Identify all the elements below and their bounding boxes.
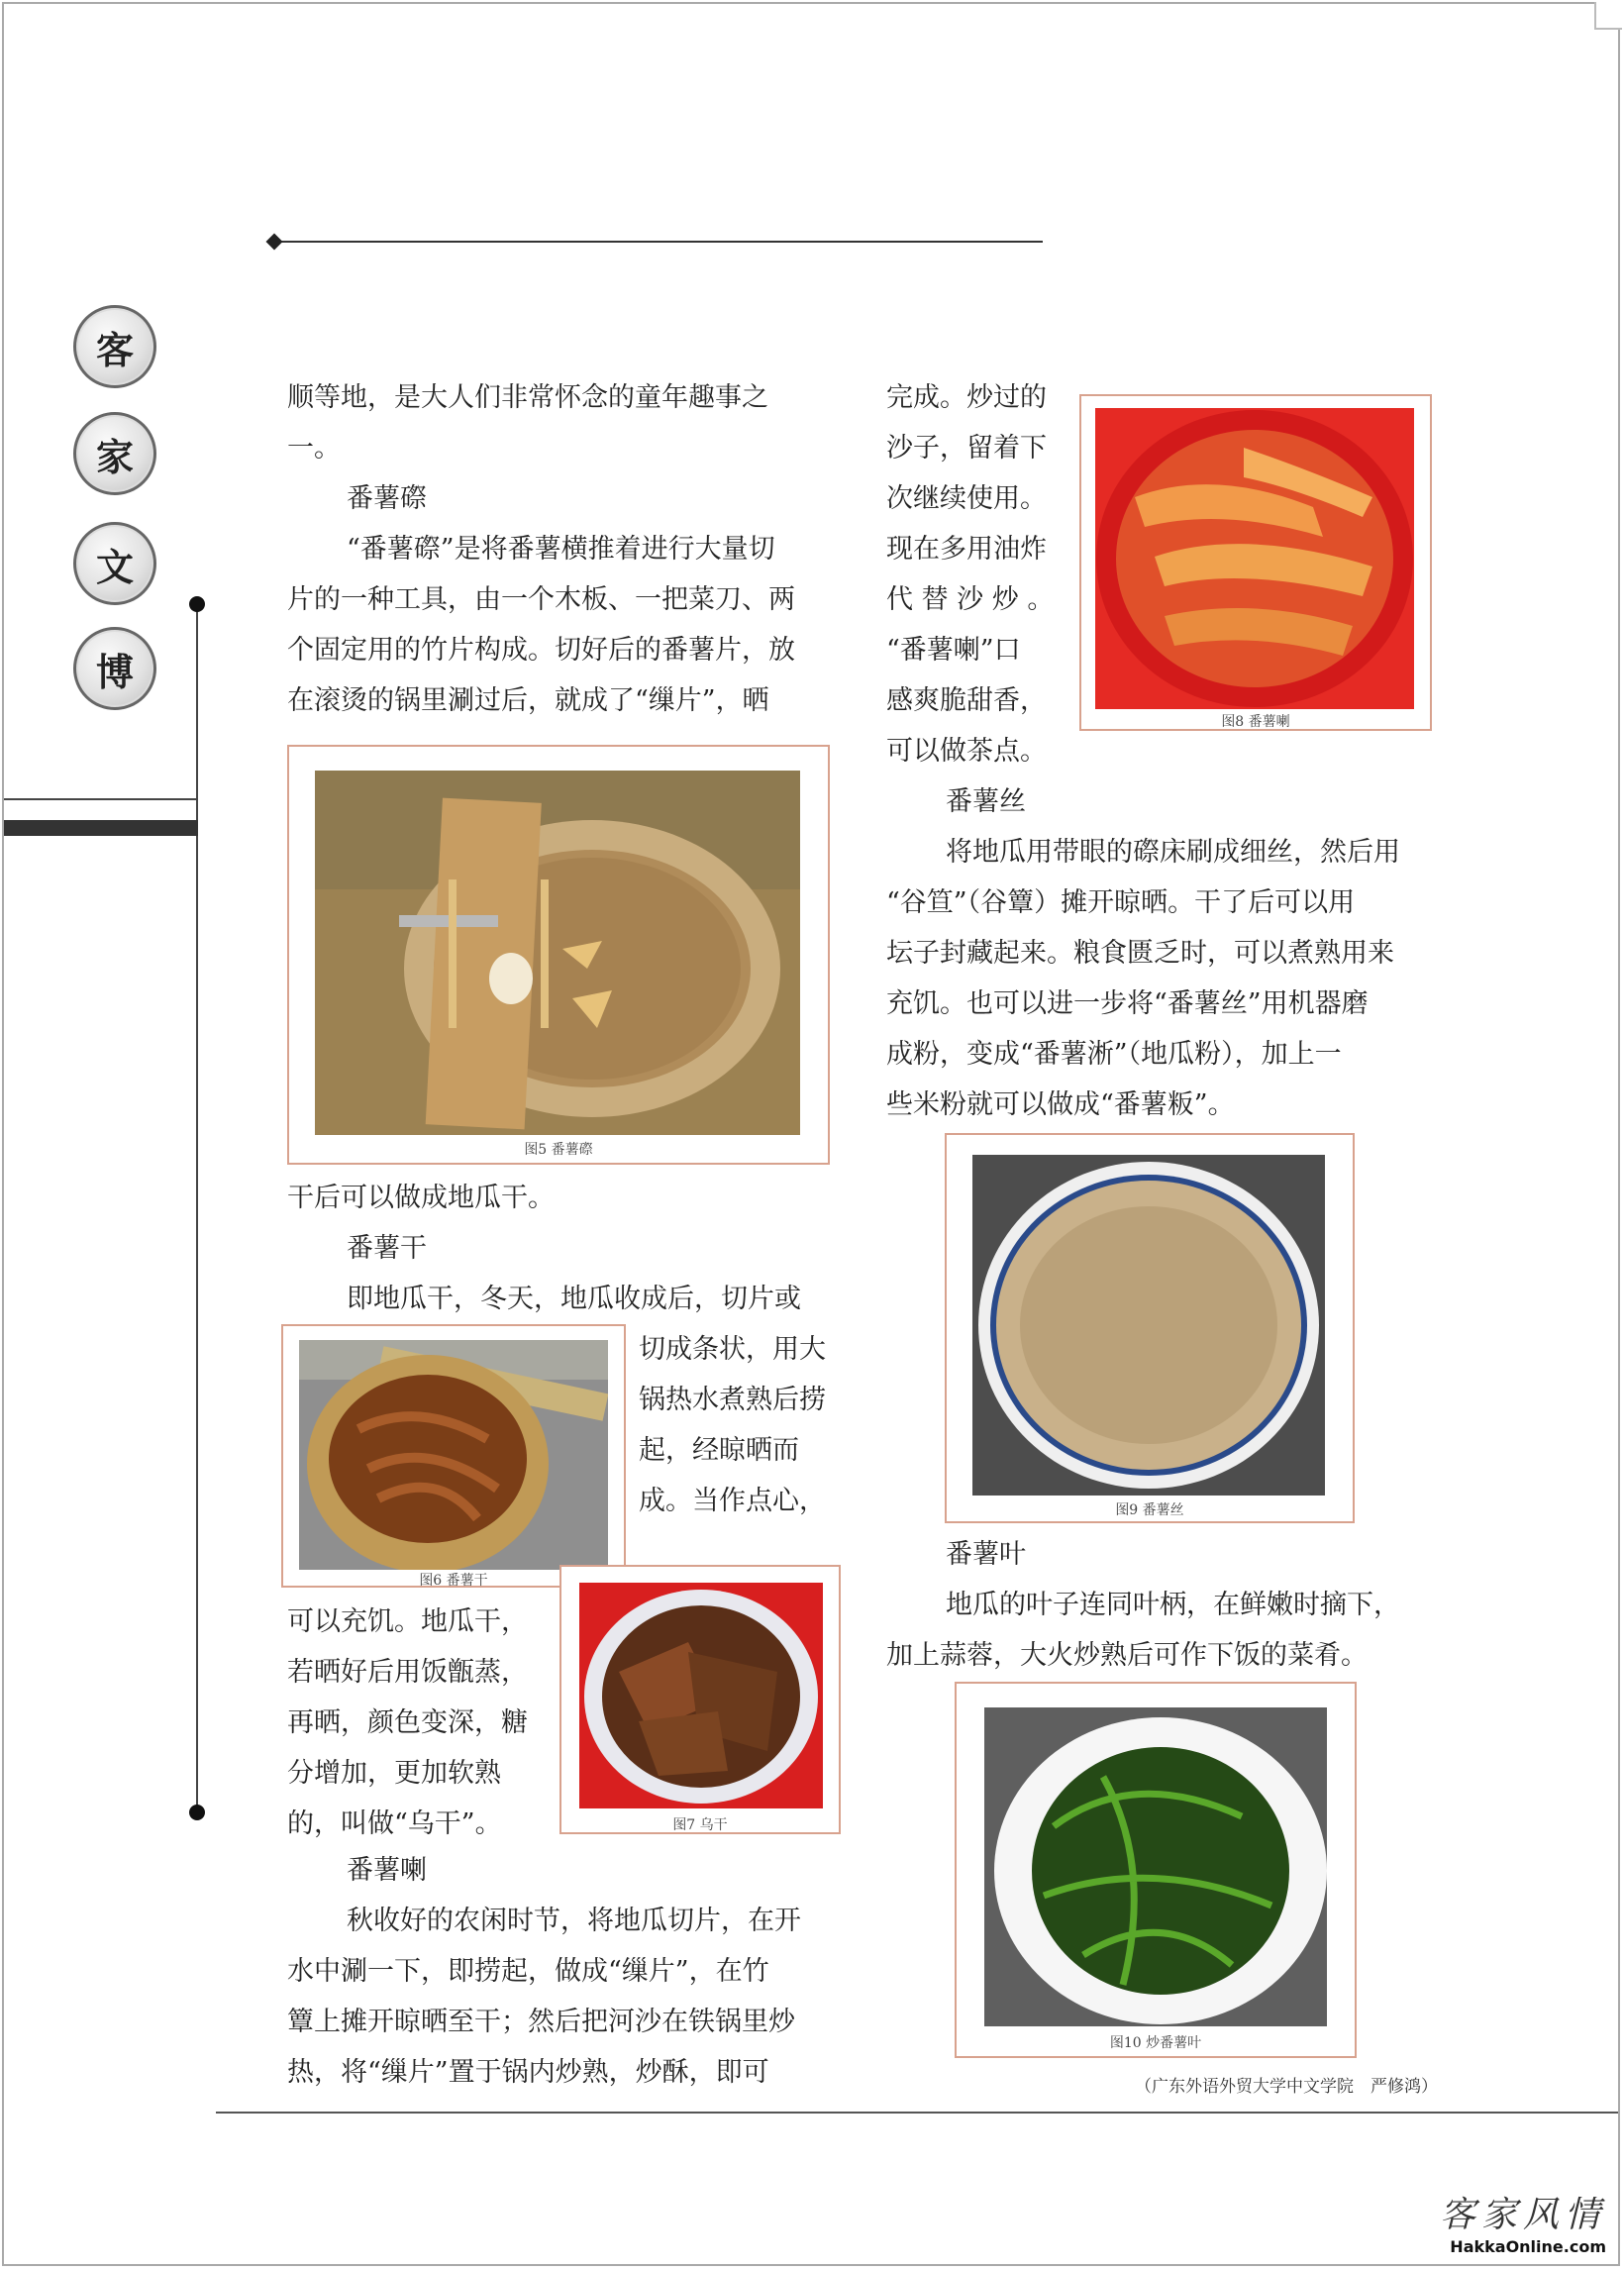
photo-fanshusi [972, 1155, 1325, 1496]
body-line: 将地瓜用带眼的磜床刷成细丝，然后用 [946, 837, 1400, 868]
body-line: 次继续使用。 [886, 483, 1047, 514]
fanshusi-illustration [972, 1155, 1325, 1496]
stirfried-leaves-illustration [984, 1707, 1327, 2026]
caption-fig8: 图8 番薯喇 [1221, 714, 1290, 730]
body-line: 在滚烫的锅里涮过后，就成了“缫片”，晒 [287, 685, 769, 716]
figure-5 [287, 745, 830, 1165]
fanshula-illustration [1095, 408, 1414, 709]
body-line: 簟上摊开晾晒至干；然后把河沙在铁锅里炒 [287, 2007, 795, 2037]
watermark-cn: 客家风情 [1439, 2195, 1606, 2235]
body-line: 锅热水煮熟后捞 [639, 1385, 826, 1415]
body-line: 沙子，留着下 [886, 433, 1047, 464]
sidebar-rule-dot-top [189, 596, 205, 612]
body-line: 分增加，更加软熟 [287, 1758, 501, 1789]
body-line: “番薯喇”口 [886, 635, 1021, 666]
heading-fanshuye: 番薯叶 [946, 1539, 1026, 1570]
body-line: 代 替 沙 炒 。 [886, 584, 1055, 615]
body-line: 一。 [287, 433, 341, 464]
page-corner-fold [1594, 2, 1622, 30]
body-line: 成。当作点心， [639, 1486, 826, 1516]
wugan-illustration [579, 1583, 823, 1808]
section-char-jia: 家 [73, 412, 156, 495]
watermark-logo [1440, 2187, 1606, 2256]
body-line: 个固定用的竹片构成。切好后的番薯片，放 [287, 635, 795, 666]
photo-slicer [315, 771, 800, 1135]
body-line: 热，将“缫片”置于锅内炒熟，炒酥，即可 [287, 2057, 769, 2088]
body-line: 坛子封藏起来。粮食匮乏时，可以煮熟用来 [886, 938, 1394, 969]
slicer-illustration [315, 771, 800, 1135]
caption-fig9: 图9 番薯丝 [1115, 1502, 1184, 1518]
sidebar-rule [196, 604, 198, 1812]
body-line: 加上蒜蓉，大火炒熟后可作下饭的菜肴。 [886, 1640, 1368, 1671]
body-line: “谷笪”（谷簟）摊开晾晒。干了后可以用 [886, 887, 1356, 918]
section-char-ke: 客 [73, 305, 156, 388]
body-line: 成粉，变成“番薯淅”（地瓜粉），加上一 [886, 1039, 1342, 1070]
body-line: 些米粉就可以做成“番薯粄”。 [886, 1089, 1235, 1120]
section-char-bo: 博 [73, 627, 156, 710]
caption-fig10: 图10 炒番薯叶 [1109, 2035, 1202, 2051]
figure-8 [1079, 394, 1432, 731]
photo-dried-sweet-potato [299, 1340, 608, 1570]
figure-10 [955, 1682, 1357, 2058]
caption-fig7: 图7 乌干 [672, 1817, 728, 1833]
figure-6 [281, 1324, 626, 1588]
body-line: 可以充饥。地瓜干， [287, 1606, 528, 1637]
author-credit: （广东外语外贸大学中文学院 严修鸿） [1135, 2077, 1438, 2097]
body-line: 的，叫做“乌干”。 [287, 1808, 502, 1839]
heading-fanshucai: 番薯磜 [347, 483, 427, 514]
body-line: 片的一种工具，由一个木板、一把菜刀、两 [287, 584, 795, 615]
body-line: 切成条状，用大 [639, 1334, 826, 1365]
body-line: 充饥。也可以进一步将“番薯丝”用机器磨 [886, 988, 1369, 1019]
dried-potato-illustration [299, 1340, 608, 1570]
photo-stirfried-leaves [984, 1707, 1327, 2026]
body-line: 地瓜的叶子连同叶柄，在鲜嫩时摘下， [946, 1590, 1400, 1620]
sidebar-rule-dot-bottom [189, 1805, 205, 1820]
body-line: 水中涮一下，即捞起，做成“缫片”，在竹 [287, 1956, 769, 1987]
body-line: 再晒，颜色变深，糖 [287, 1707, 528, 1738]
body-line: 可以做茶点。 [886, 736, 1047, 767]
section-char-wen: 文 [73, 522, 156, 605]
heading-fanshugan: 番薯干 [347, 1233, 427, 1264]
body-line: 感爽脆甜香， [886, 685, 1047, 716]
body-line: 干后可以做成地瓜干。 [287, 1183, 555, 1213]
caption-fig6: 图6 番薯干 [419, 1573, 488, 1589]
body-line: 秋收好的农闲时节，将地瓜切片，在开 [347, 1906, 801, 1936]
sidebar-hrule [4, 798, 198, 800]
sidebar-band [4, 820, 198, 836]
body-line: 顺等地，是大人们非常怀念的童年趣事之 [287, 382, 768, 413]
figure-7 [559, 1565, 841, 1834]
body-line: 起，经晾晒而 [639, 1435, 799, 1466]
footer-rule [216, 2112, 1618, 2114]
photo-fanshula [1095, 408, 1414, 709]
photo-wugan [579, 1583, 823, 1808]
body-line: 现在多用油炸 [886, 534, 1047, 565]
heading-fanshusi: 番薯丝 [946, 786, 1026, 817]
header-rule [272, 241, 1043, 243]
heading-fanshula: 番薯喇 [347, 1855, 427, 1886]
body-line: 完成。炒过的 [886, 382, 1047, 413]
body-line: 若晒好后用饭甑蒸， [287, 1657, 528, 1688]
body-line: 即地瓜干，冬天，地瓜收成后，切片或 [347, 1284, 801, 1314]
body-line: “番薯磜”是将番薯横推着进行大量切 [347, 534, 775, 565]
figure-9 [945, 1133, 1355, 1523]
watermark-en: HakkaOnline.com [1450, 2237, 1606, 2256]
caption-fig5: 图5 番薯磜 [524, 1142, 593, 1158]
